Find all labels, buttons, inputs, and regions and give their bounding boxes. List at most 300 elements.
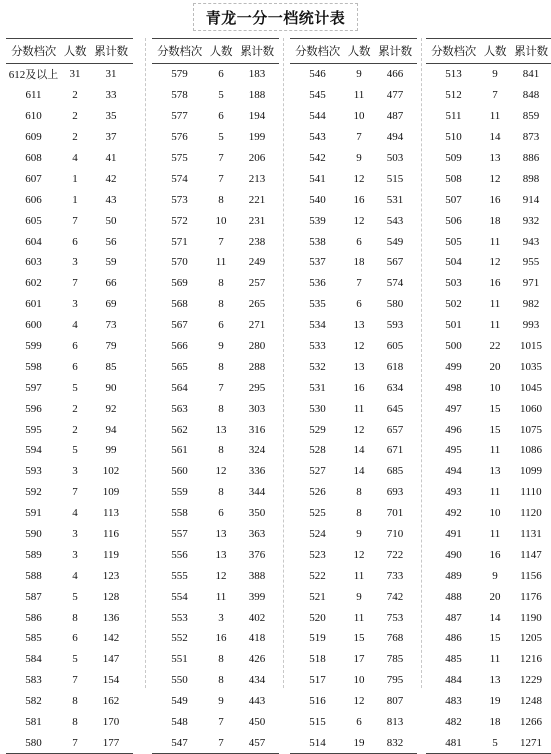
cell-count: 13 bbox=[489, 152, 501, 164]
table-row bbox=[6, 189, 133, 210]
cell-cumulative: 1156 bbox=[520, 569, 542, 582]
cell-score: 582 bbox=[25, 695, 42, 708]
cell-score: 531 bbox=[309, 381, 326, 394]
cell-cumulative: 194 bbox=[248, 110, 266, 123]
cell-count: 15 bbox=[489, 402, 501, 415]
table-row bbox=[152, 210, 279, 231]
cell-cumulative: 813 bbox=[386, 716, 404, 729]
cell-cumulative: 1176 bbox=[520, 590, 542, 603]
cell-score: 605 bbox=[25, 214, 42, 227]
cell-count: 4 bbox=[72, 507, 78, 520]
cell-score: 590 bbox=[25, 528, 42, 541]
cell-cumulative: 832 bbox=[373, 733, 417, 754]
cell-score: 563 bbox=[171, 402, 188, 415]
table-row bbox=[152, 85, 279, 106]
cell-count: 2 bbox=[72, 89, 78, 102]
cell-count: 6 bbox=[72, 632, 78, 645]
cell-cumulative: 43 bbox=[105, 193, 117, 206]
cell-score: 502 bbox=[445, 298, 462, 311]
cell-score: 532 bbox=[309, 360, 326, 373]
cell-cumulative: 1190 bbox=[520, 611, 542, 624]
cell-count: 8 bbox=[218, 193, 224, 206]
cell-cumulative: 73 bbox=[105, 319, 117, 332]
cell-cumulative: 807 bbox=[386, 695, 404, 708]
cell-count: 3 bbox=[72, 548, 78, 561]
cell-score: 525 bbox=[309, 507, 326, 520]
table-row bbox=[290, 482, 417, 503]
cell-count: 7 bbox=[218, 152, 224, 164]
cell-score: 592 bbox=[25, 486, 42, 499]
cell-count: 15 bbox=[353, 632, 365, 645]
table-row bbox=[290, 85, 417, 106]
cell-cumulative: 324 bbox=[248, 444, 266, 457]
cell-cumulative: 116 bbox=[102, 528, 120, 541]
cell-cumulative: 128 bbox=[102, 590, 120, 603]
cell-score: 517 bbox=[309, 674, 326, 687]
cell-cumulative: 742 bbox=[386, 590, 404, 603]
table-row bbox=[152, 189, 279, 210]
cell-count: 19 bbox=[489, 695, 501, 708]
table-row bbox=[152, 524, 279, 545]
cell-count: 7 bbox=[492, 89, 498, 102]
cell-count: 17 bbox=[353, 653, 365, 666]
cell-score: 518 bbox=[309, 653, 326, 666]
cell-score: 600 bbox=[25, 319, 42, 332]
cell-score: 528 bbox=[309, 444, 326, 457]
cell-score: 587 bbox=[25, 590, 42, 603]
cell-score: 513 bbox=[445, 68, 462, 81]
cell-cumulative: 768 bbox=[386, 632, 404, 645]
cell-cumulative: 1075 bbox=[520, 423, 542, 436]
cell-cumulative: 531 bbox=[386, 193, 404, 206]
cell-score: 552 bbox=[171, 632, 188, 645]
table-row bbox=[426, 315, 551, 336]
cell-count: 10 bbox=[489, 507, 501, 520]
cell-count: 3 bbox=[72, 528, 78, 541]
cell-cumulative: 515 bbox=[386, 172, 404, 185]
cell-score: 495 bbox=[445, 444, 462, 457]
cell-score: 539 bbox=[309, 214, 326, 227]
cell-cumulative: 886 bbox=[522, 152, 540, 164]
cell-score: 569 bbox=[171, 277, 188, 290]
table-body bbox=[290, 64, 417, 754]
table-row bbox=[426, 106, 551, 127]
cell-count: 15 bbox=[489, 632, 501, 645]
cell-score: 536 bbox=[309, 277, 326, 290]
table-row bbox=[152, 315, 279, 336]
header-count: 人数 bbox=[481, 39, 509, 64]
table-row bbox=[426, 85, 551, 106]
table-row bbox=[290, 106, 417, 127]
cell-cumulative: 41 bbox=[105, 152, 117, 164]
table-row bbox=[152, 148, 279, 169]
table-row bbox=[426, 398, 551, 419]
cell-score: 498 bbox=[445, 381, 462, 394]
cell-score: 487 bbox=[445, 611, 462, 624]
table-row bbox=[290, 733, 417, 754]
cell-count: 7 bbox=[218, 716, 224, 729]
table-row bbox=[426, 377, 551, 398]
cell-score: 530 bbox=[309, 402, 326, 415]
header-cumulative: 累计数 bbox=[89, 39, 133, 64]
table-row bbox=[6, 64, 133, 85]
cell-cumulative: 982 bbox=[522, 298, 540, 311]
cell-count: 16 bbox=[489, 548, 501, 561]
cell-count: 10 bbox=[215, 214, 227, 227]
table-row bbox=[152, 649, 279, 670]
cell-score: 547 bbox=[152, 733, 207, 754]
table-row bbox=[290, 168, 417, 189]
cell-score: 485 bbox=[445, 653, 462, 666]
cell-cumulative: 848 bbox=[522, 89, 540, 102]
table-row bbox=[6, 524, 133, 545]
cell-score: 482 bbox=[445, 716, 462, 729]
cell-score: 594 bbox=[25, 444, 42, 457]
cell-score: 507 bbox=[445, 193, 462, 206]
cell-score: 549 bbox=[171, 695, 188, 708]
cell-count: 11 bbox=[489, 444, 501, 457]
table-body bbox=[6, 64, 133, 754]
cell-count: 8 bbox=[218, 298, 224, 311]
cell-cumulative: 50 bbox=[105, 214, 117, 227]
table-row bbox=[290, 356, 417, 377]
header-score: 分数档次 bbox=[290, 39, 345, 64]
cell-score: 508 bbox=[445, 172, 462, 185]
header-cumulative: 累计数 bbox=[373, 39, 417, 64]
table-row bbox=[6, 607, 133, 628]
cell-count: 8 bbox=[356, 486, 362, 499]
cell-count: 8 bbox=[356, 507, 362, 520]
cell-count: 12 bbox=[353, 695, 365, 708]
cell-cumulative: 1147 bbox=[520, 548, 542, 561]
cell-cumulative: 753 bbox=[386, 611, 404, 624]
table-row bbox=[290, 419, 417, 440]
document-title-area bbox=[0, 0, 551, 36]
table-row bbox=[290, 294, 417, 315]
cell-score: 550 bbox=[171, 674, 188, 687]
cell-score: 581 bbox=[25, 716, 42, 729]
cell-cumulative: 549 bbox=[386, 235, 404, 248]
cell-score: 506 bbox=[445, 214, 462, 227]
cell-score: 520 bbox=[309, 611, 326, 624]
table-row bbox=[290, 670, 417, 691]
cell-count: 18 bbox=[353, 256, 365, 269]
cell-count: 8 bbox=[218, 674, 224, 687]
header-cumulative: 累计数 bbox=[235, 39, 279, 64]
cell-score: 585 bbox=[25, 632, 42, 645]
cell-count: 11 bbox=[489, 235, 501, 248]
cell-count: 5 bbox=[72, 590, 78, 603]
cell-score: 584 bbox=[25, 653, 42, 666]
table-row bbox=[290, 315, 417, 336]
cell-count: 4 bbox=[72, 319, 78, 332]
cell-score: 608 bbox=[25, 152, 42, 164]
cell-score: 529 bbox=[309, 423, 326, 436]
cell-score: 611 bbox=[25, 89, 42, 102]
cell-score: 524 bbox=[309, 528, 326, 541]
table-row bbox=[6, 440, 133, 461]
cell-cumulative: 90 bbox=[105, 381, 117, 394]
table-row bbox=[6, 148, 133, 169]
cell-count: 2 bbox=[72, 402, 78, 415]
table-row bbox=[152, 64, 279, 85]
cell-score: 589 bbox=[25, 548, 42, 561]
cell-count: 11 bbox=[353, 611, 365, 624]
cell-count: 12 bbox=[215, 465, 227, 478]
column-divider bbox=[283, 38, 284, 688]
cell-count: 14 bbox=[489, 131, 501, 144]
table-row bbox=[426, 419, 551, 440]
cell-score: 497 bbox=[445, 402, 462, 415]
cell-cumulative: 265 bbox=[248, 298, 266, 311]
cell-cumulative: 434 bbox=[248, 674, 266, 687]
cell-score: 580 bbox=[6, 733, 61, 754]
cell-score: 604 bbox=[25, 235, 42, 248]
cell-cumulative: 785 bbox=[386, 653, 404, 666]
cell-count: 5 bbox=[72, 381, 78, 394]
cell-cumulative: 993 bbox=[522, 319, 540, 332]
cell-cumulative: 162 bbox=[102, 695, 120, 708]
cell-count: 11 bbox=[489, 486, 501, 499]
cell-score: 512 bbox=[445, 89, 462, 102]
cell-count: 6 bbox=[72, 360, 78, 373]
cell-cumulative: 574 bbox=[386, 277, 404, 290]
cell-cumulative: 955 bbox=[522, 256, 540, 269]
cell-cumulative: 567 bbox=[386, 256, 404, 269]
cell-score: 568 bbox=[171, 298, 188, 311]
cell-cumulative: 1271 bbox=[509, 733, 551, 754]
cell-count: 7 bbox=[72, 674, 78, 687]
cell-score: 491 bbox=[445, 528, 462, 541]
table-row bbox=[152, 168, 279, 189]
cell-cumulative: 710 bbox=[386, 528, 404, 541]
cell-cumulative: 376 bbox=[248, 548, 266, 561]
header-score: 分数档次 bbox=[426, 39, 481, 64]
cell-score: 527 bbox=[309, 465, 326, 478]
cell-count: 31 bbox=[69, 68, 81, 81]
cell-cumulative: 388 bbox=[248, 569, 266, 582]
cell-cumulative: 154 bbox=[102, 674, 120, 687]
cell-count: 13 bbox=[353, 360, 365, 373]
cell-count: 3 bbox=[218, 611, 224, 624]
cell-score: 511 bbox=[445, 110, 462, 123]
cell-score: 558 bbox=[171, 507, 188, 520]
table-row bbox=[6, 586, 133, 607]
cell-cumulative: 494 bbox=[386, 131, 404, 144]
cell-count: 1 bbox=[72, 172, 78, 185]
cell-count: 10 bbox=[353, 674, 365, 687]
cell-score: 509 bbox=[445, 152, 462, 164]
cell-score: 544 bbox=[309, 110, 326, 123]
cell-score: 560 bbox=[171, 465, 188, 478]
cell-score: 599 bbox=[25, 340, 42, 353]
cell-score: 523 bbox=[309, 548, 326, 561]
cell-count: 11 bbox=[489, 110, 501, 123]
table-row bbox=[426, 231, 551, 252]
cell-count: 11 bbox=[353, 569, 365, 582]
table-row bbox=[152, 398, 279, 419]
cell-count: 6 bbox=[218, 68, 224, 81]
table-row bbox=[6, 252, 133, 273]
cell-cumulative: 271 bbox=[248, 319, 266, 332]
table-row bbox=[290, 607, 417, 628]
cell-score: 494 bbox=[445, 465, 462, 478]
cell-count: 6 bbox=[218, 110, 224, 123]
cell-count: 18 bbox=[489, 716, 501, 729]
cell-score: 521 bbox=[309, 590, 326, 603]
cell-count: 13 bbox=[215, 528, 227, 541]
cell-count: 16 bbox=[489, 277, 501, 290]
cell-cumulative: 183 bbox=[248, 68, 266, 81]
cell-count: 11 bbox=[215, 256, 227, 269]
cell-count: 20 bbox=[489, 360, 501, 373]
cell-cumulative: 701 bbox=[386, 507, 404, 520]
cell-score: 583 bbox=[25, 674, 42, 687]
cell-cumulative: 618 bbox=[386, 360, 404, 373]
table-row bbox=[6, 565, 133, 586]
cell-count: 6 bbox=[72, 235, 78, 248]
cell-cumulative: 206 bbox=[248, 152, 266, 164]
header-count: 人数 bbox=[61, 39, 89, 64]
cell-cumulative: 477 bbox=[386, 89, 404, 102]
table-row bbox=[290, 586, 417, 607]
table-row bbox=[426, 670, 551, 691]
table-row bbox=[426, 336, 551, 357]
table-row bbox=[426, 356, 551, 377]
cell-count: 11 bbox=[489, 298, 501, 311]
cell-count: 11 bbox=[353, 402, 365, 415]
score-table bbox=[290, 38, 417, 754]
cell-cumulative: 914 bbox=[522, 193, 540, 206]
table-row bbox=[6, 127, 133, 148]
table-row bbox=[152, 377, 279, 398]
table-row bbox=[152, 106, 279, 127]
table-row bbox=[290, 252, 417, 273]
table-row bbox=[426, 503, 551, 524]
cell-score: 499 bbox=[445, 360, 462, 373]
cell-cumulative: 147 bbox=[102, 653, 120, 666]
cell-cumulative: 142 bbox=[102, 632, 120, 645]
table-header-row bbox=[6, 39, 133, 64]
cell-score: 533 bbox=[309, 340, 326, 353]
cell-count: 19 bbox=[345, 733, 373, 754]
cell-cumulative: 123 bbox=[102, 569, 120, 582]
cell-count: 15 bbox=[489, 423, 501, 436]
table-row bbox=[152, 607, 279, 628]
cell-score: 567 bbox=[171, 319, 188, 332]
cell-count: 4 bbox=[72, 569, 78, 582]
cell-cumulative: 1045 bbox=[520, 381, 542, 394]
cell-cumulative: 634 bbox=[386, 381, 404, 394]
table-row bbox=[426, 64, 551, 85]
cell-score: 483 bbox=[445, 695, 462, 708]
table-row bbox=[6, 210, 133, 231]
cell-cumulative: 102 bbox=[102, 465, 120, 478]
table-row bbox=[6, 544, 133, 565]
table-row bbox=[152, 273, 279, 294]
cell-count: 5 bbox=[218, 89, 224, 102]
cell-cumulative: 288 bbox=[248, 360, 266, 373]
cell-cumulative: 795 bbox=[386, 674, 404, 687]
cell-cumulative: 280 bbox=[248, 340, 266, 353]
cell-score: 496 bbox=[445, 423, 462, 436]
cell-cumulative: 971 bbox=[522, 277, 540, 290]
table-row bbox=[152, 127, 279, 148]
cell-count: 13 bbox=[215, 548, 227, 561]
cell-cumulative: 671 bbox=[386, 444, 404, 457]
cell-score: 534 bbox=[309, 319, 326, 332]
cell-score: 606 bbox=[25, 193, 42, 206]
cell-count: 8 bbox=[218, 444, 224, 457]
table-row bbox=[426, 712, 551, 733]
cell-score: 559 bbox=[171, 486, 188, 499]
cell-cumulative: 37 bbox=[105, 131, 117, 144]
table-row bbox=[152, 440, 279, 461]
cell-count: 16 bbox=[489, 193, 501, 206]
table-row bbox=[6, 294, 133, 315]
header-count: 人数 bbox=[345, 39, 373, 64]
cell-count: 16 bbox=[353, 381, 365, 394]
cell-cumulative: 59 bbox=[105, 256, 117, 269]
cell-cumulative: 1035 bbox=[520, 360, 542, 373]
cell-count: 7 bbox=[207, 733, 235, 754]
table-row bbox=[426, 440, 551, 461]
cell-count: 7 bbox=[218, 381, 224, 394]
table-row bbox=[290, 148, 417, 169]
table-row bbox=[426, 189, 551, 210]
cell-score: 546 bbox=[309, 68, 326, 81]
cell-count: 6 bbox=[218, 319, 224, 332]
cell-score: 596 bbox=[25, 402, 42, 415]
table-row bbox=[152, 294, 279, 315]
cell-cumulative: 1266 bbox=[520, 716, 542, 729]
cell-cumulative: 1229 bbox=[520, 674, 542, 687]
table-row bbox=[290, 544, 417, 565]
cell-cumulative: 443 bbox=[248, 695, 266, 708]
table-row bbox=[6, 482, 133, 503]
cell-score: 570 bbox=[171, 256, 188, 269]
cell-count: 12 bbox=[489, 256, 501, 269]
cell-cumulative: 79 bbox=[105, 340, 117, 353]
cell-cumulative: 85 bbox=[105, 360, 117, 373]
cell-cumulative: 426 bbox=[248, 653, 266, 666]
cell-count: 9 bbox=[218, 340, 224, 353]
cell-score: 571 bbox=[171, 235, 188, 248]
cell-count: 7 bbox=[356, 277, 362, 290]
cell-count: 9 bbox=[356, 528, 362, 541]
cell-cumulative: 66 bbox=[105, 277, 117, 290]
table-row bbox=[290, 565, 417, 586]
cell-count: 5 bbox=[72, 653, 78, 666]
table-row bbox=[152, 691, 279, 712]
table-row bbox=[152, 356, 279, 377]
cell-score: 566 bbox=[171, 340, 188, 353]
cell-score: 564 bbox=[171, 381, 188, 394]
table-row bbox=[290, 210, 417, 231]
cell-cumulative: 303 bbox=[248, 402, 266, 415]
cell-count: 5 bbox=[218, 131, 224, 144]
cell-cumulative: 238 bbox=[248, 235, 266, 248]
table-body bbox=[152, 64, 279, 754]
cell-count: 11 bbox=[215, 590, 227, 603]
cell-count: 2 bbox=[72, 131, 78, 144]
cell-cumulative: 35 bbox=[105, 110, 117, 123]
score-table bbox=[6, 38, 133, 754]
cell-cumulative: 94 bbox=[105, 423, 117, 436]
table-row bbox=[426, 649, 551, 670]
cell-count: 13 bbox=[353, 319, 365, 332]
table-row bbox=[426, 273, 551, 294]
